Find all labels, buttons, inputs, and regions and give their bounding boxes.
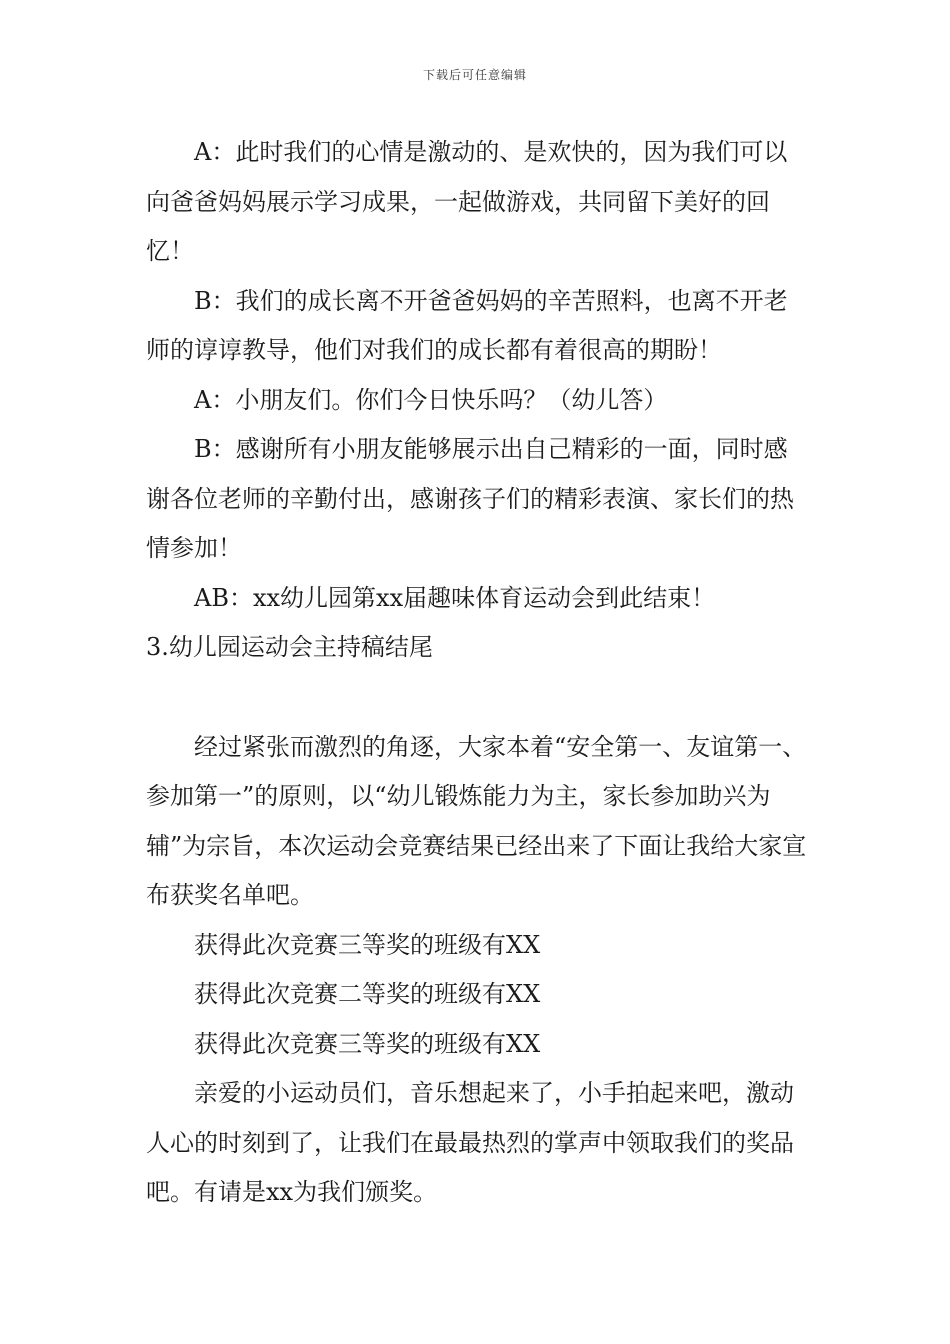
paragraph-a-question: A：小朋友们。你们今日快乐吗？（幼儿答）: [194, 385, 668, 414]
paragraph-third-prize: 获得此次竞赛三等奖的班级有XX: [194, 930, 541, 959]
paragraph-a-opening: A：此时我们的心情是激动的、是欢快的，因为我们可以向爸爸妈妈展示学习成果，一起做游戏，共同留下美好的回忆！: [146, 138, 788, 265]
section-heading: 3.幼儿园运动会主持稿结尾: [146, 633, 433, 661]
paragraph-ab-closing: AB：xx幼儿园第xx届趣味体育运动会到此结束！: [194, 583, 716, 612]
document-body: [146, 128, 810, 1218]
paragraph-b-growth: B：我们的成长离不开爸爸妈妈的辛苦照料，也离不开老师的谆谆教导，他们对我们的成长都有着很高的期盼！: [146, 286, 788, 364]
header-note: 下载后可任意编辑: [422, 68, 527, 82]
paragraph-award-ceremony: 亲爱的小运动员们，音乐想起来了，小手拍起来吧，激动人心的时刻到了，让我们在最最热烈的掌声中领取我们的奖品吧。有请是xx为我们颁奖。: [146, 1079, 794, 1206]
paragraph-results-intro: 经过紧张而激烈的角逐，大家本着“安全第一、友谊第一、参加第一”的原则，以“幼儿锻炼能力为主，家长参加助兴为辅”为宗旨，本次运动会竞赛结果已经出来了下面让我给大家宣布获奖名单吧。: [146, 732, 807, 909]
section-spacer: [146, 673, 810, 723]
paragraph-third-prize-2: 获得此次竞赛三等奖的班级有XX: [194, 1029, 541, 1058]
paragraph-b-thanks: B：感谢所有小朋友能够展示出自己精彩的一面，同时感谢各位老师的辛勤付出，感谢孩子们的精彩表演、家长们的热情参加！: [146, 435, 794, 562]
paragraph-second-prize: 获得此次竞赛二等奖的班级有XX: [194, 980, 541, 1008]
